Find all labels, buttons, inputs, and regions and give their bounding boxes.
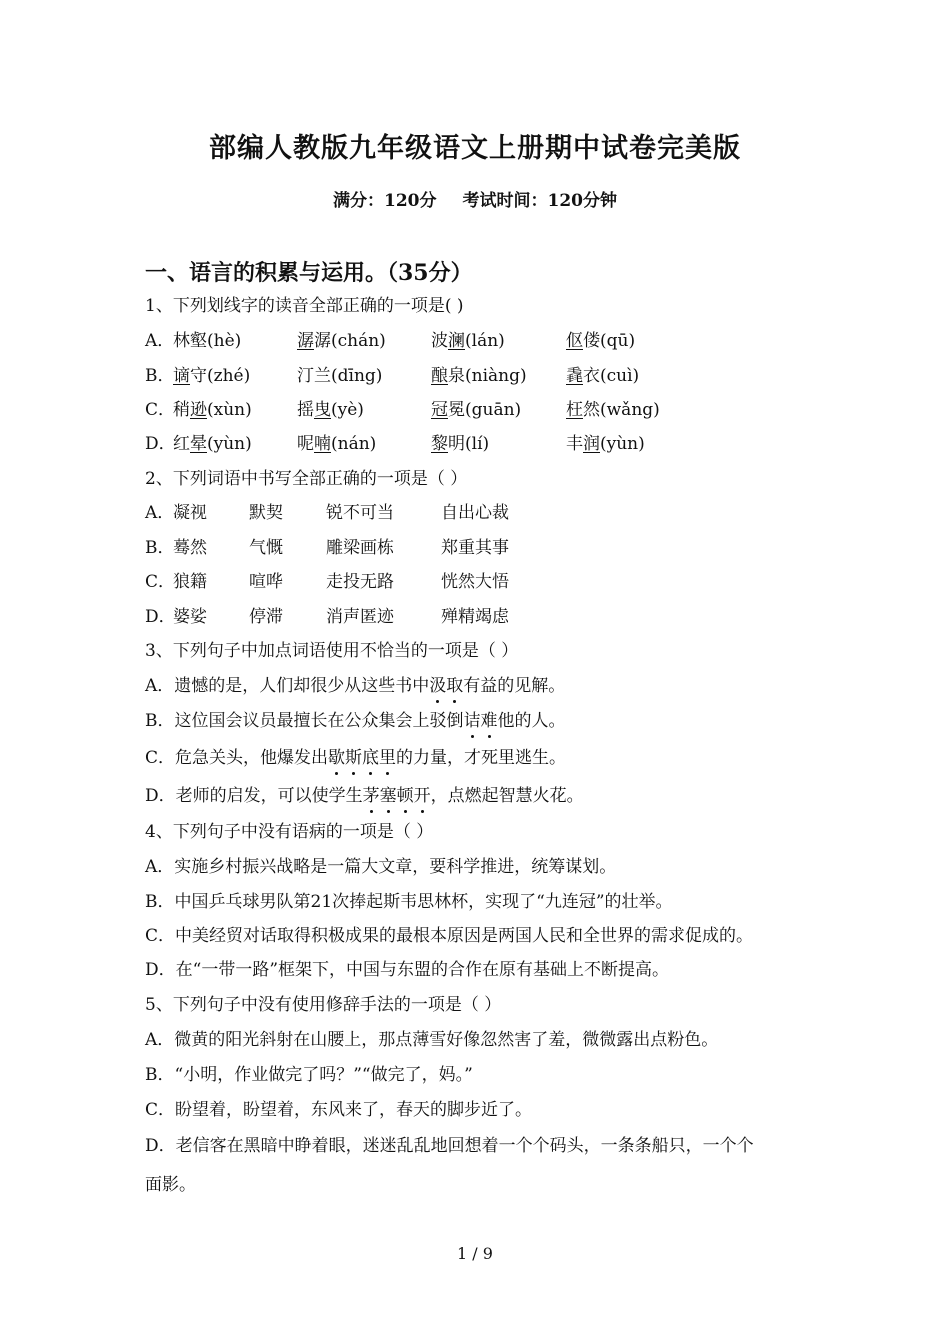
q2-c-word-4: 恍然大悟 — [441, 572, 509, 592]
q2-option-c — [145, 570, 845, 594]
q1-a-item-1: 林壑(hè) — [173, 331, 242, 351]
option-label: B． — [145, 892, 175, 912]
q2-d-word-1: 婆娑 — [173, 607, 207, 627]
q1-b-item-4: 毳衣(cuì) — [566, 366, 640, 386]
option-label: D． — [145, 960, 176, 980]
question-2-stem: 2、下列词语中书写全部正确的一项是（ ） — [145, 469, 468, 489]
q4-option-a: A．实施乡村振兴战略是一篇大文章，要科学推进，统筹谋划。 — [145, 857, 617, 877]
emphasis-char: 塞 — [379, 786, 397, 806]
q5-option-b: B．“小明，作业做完了吗？”“做完了，妈。” — [145, 1065, 473, 1085]
q2-b-word-1: 蓦然 — [173, 538, 207, 558]
full-score: 满分：120分 — [333, 191, 437, 211]
option-label: B． — [145, 1065, 175, 1085]
emphasis-char: 汲 — [429, 676, 447, 696]
option-label: C． — [145, 400, 176, 420]
q2-a-word-4: 自出心裁 — [441, 503, 509, 523]
q2-b-word-2: 气慨 — [249, 538, 283, 558]
q4-option-b: B．中国乒乓球男队第21次捧起斯韦思林杯，实现了“九连冠”的壮举。 — [145, 892, 673, 912]
q1-option-b — [145, 364, 845, 388]
q2-d-word-3: 消声匿迹 — [326, 607, 394, 627]
emphasis-char: 诘 — [463, 711, 481, 731]
q1-d-item-2: 呢喃(nán) — [297, 434, 377, 454]
option-label: B． — [145, 711, 175, 731]
q1-d-item-4: 丰润(yùn) — [566, 434, 645, 454]
option-label: A． — [145, 857, 175, 877]
q3-option-a: A．遗憾的是，人们却很少从这些书中汲取有益的见解。 — [145, 676, 566, 696]
q1-option-a — [145, 329, 845, 353]
q1-option-c — [145, 398, 845, 422]
question-1-stem: 1、下列划线字的读音全部正确的一项是( ) — [145, 296, 464, 316]
q1-b-item-3: 酿泉(niàng) — [431, 366, 527, 386]
q2-c-word-3: 走投无路 — [326, 572, 394, 592]
q2-d-word-2: 停滞 — [249, 607, 283, 627]
q5-option-d: D．老信客在黑暗中睁着眼，迷迷乱乱地回想着一个个码头，一条条船只，一个个 — [145, 1136, 754, 1156]
page-number: 1 / 9 — [457, 1244, 493, 1263]
q4-option-d: D．在“一带一路”框架下，中国与东盟的合作在原有基础上不断提高。 — [145, 960, 670, 980]
q1-b-item-2: 汀兰(dīng) — [297, 366, 383, 386]
emphasis-char: 顿 — [396, 786, 414, 806]
option-label: B． — [145, 538, 175, 558]
q1-option-d — [145, 432, 845, 456]
q2-c-word-1: 狼籍 — [173, 572, 207, 592]
q2-option-b — [145, 536, 845, 560]
emphasis-char: 取 — [446, 676, 464, 696]
emphasis-char: 开 — [413, 786, 431, 806]
option-label: A． — [145, 1030, 175, 1050]
q1-b-item-1: 谪守(zhé) — [173, 366, 251, 386]
emphasis-char: 里 — [379, 748, 397, 768]
q5-option-a: A．微黄的阳光斜射在山腰上，那点薄雪好像忽然害了羞，微微露出点粉色。 — [145, 1030, 719, 1050]
emphasis-char: 难 — [480, 711, 498, 731]
option-label: C． — [145, 748, 176, 768]
option-label: C． — [145, 1100, 176, 1120]
emphasis-char: 茅 — [362, 786, 380, 806]
question-3-stem: 3、下列句子中加点词语使用不恰当的一项是（ ） — [145, 641, 519, 661]
q3-option-c: C．危急关头，他爆发出歇斯底里的力量，才死里逃生。 — [145, 748, 567, 768]
q1-c-item-3: 冠冕(guān) — [431, 400, 522, 420]
q2-option-d — [145, 605, 845, 629]
option-label: A． — [145, 331, 175, 351]
question-5-stem: 5、下列句子中没有使用修辞手法的一项是（ ） — [145, 995, 502, 1015]
q1-c-item-2: 摇曳(yè) — [297, 400, 364, 420]
q2-c-word-2: 喧哗 — [249, 572, 283, 592]
emphasis-char: 斯 — [345, 748, 363, 768]
q5-option-c: C．盼望着，盼望着，东风来了，春天的脚步近了。 — [145, 1100, 533, 1120]
q2-option-a — [145, 501, 845, 525]
option-label: D． — [145, 786, 176, 806]
q1-a-item-4: 伛偻(qū) — [566, 331, 636, 351]
option-label: D． — [145, 1136, 176, 1156]
question-4-stem: 4、下列句子中没有语病的一项是（ ） — [145, 822, 434, 842]
q2-b-word-4: 郑重其事 — [441, 538, 509, 558]
option-label: D． — [145, 607, 176, 627]
q1-d-item-1: 红晕(yùn) — [173, 434, 252, 454]
q2-b-word-3: 雕梁画栋 — [326, 538, 394, 558]
q1-c-item-4: 枉然(wǎng) — [566, 400, 660, 420]
q2-a-word-3: 锐不可当 — [326, 503, 394, 523]
q1-c-item-1: 稍逊(xùn) — [173, 400, 252, 420]
document-title: 部编人教版九年级语文上册期中试卷完美版 — [209, 133, 741, 164]
section-heading: 一、语言的积累与运用。（35分） — [145, 260, 473, 286]
option-label: B． — [145, 366, 175, 386]
option-label: D． — [145, 434, 176, 454]
emphasis-char: 底 — [362, 748, 380, 768]
option-label: C． — [145, 926, 176, 946]
q1-a-item-3: 波澜(lán) — [431, 331, 505, 351]
option-label: A． — [145, 676, 175, 696]
option-label: A． — [145, 503, 175, 523]
q2-d-word-4: 殚精竭虑 — [441, 607, 509, 627]
exam-time: 考试时间：120分钟 — [462, 191, 617, 211]
exam-info — [0, 186, 950, 211]
option-label: C． — [145, 572, 176, 592]
q4-option-c: C．中美经贸对话取得积极成果的最根本原因是两国人民和全世界的需求促成的。 — [145, 926, 754, 946]
q1-a-item-2: 潺潺(chán) — [297, 331, 386, 351]
q2-a-word-1: 凝视 — [173, 503, 207, 523]
q5-option-d-continuation: 面影。 — [145, 1175, 196, 1195]
q2-a-word-2: 默契 — [249, 503, 283, 523]
q3-option-b: B．这位国会议员最擅长在公众集会上驳倒诘难他的人。 — [145, 711, 566, 731]
q1-d-item-3: 黎明(lí) — [431, 434, 490, 454]
emphasis-char: 歇 — [328, 748, 346, 768]
q3-option-d: D．老师的启发，可以使学生茅塞顿开，点燃起智慧火花。 — [145, 786, 584, 806]
